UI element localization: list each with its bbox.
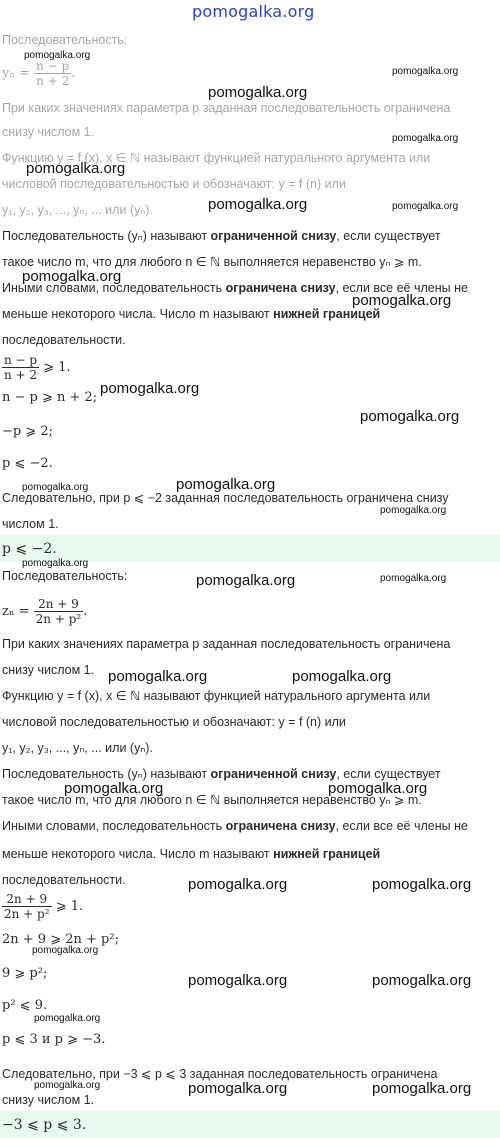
watermark: pomogalka.org <box>372 876 472 893</box>
task1-conclusion-line2: числом 1. <box>2 517 59 531</box>
task1-conclusion-line1: Следовательно, при p ⩽ −2 заданная последовательность ограничена снизу <box>2 491 449 505</box>
task2-step1 <box>2 890 83 924</box>
task1-bound-line1 <box>2 228 441 244</box>
task2-step5: p ⩽ 3 и p ⩾ −3. <box>2 1032 106 1047</box>
task2-question-line2: снизу числом 1. <box>2 663 95 677</box>
watermark: pomogalka.org <box>196 572 296 589</box>
task2-bound-3c: , если все её члены не <box>335 819 468 833</box>
task2-bound-1b: ограниченной снизу <box>210 767 337 781</box>
task1-question-line1: При каких значениях параметра p заданная последовательность ограничена <box>2 101 451 115</box>
watermark: pomogalka.org <box>34 1080 101 1091</box>
task2-bound-4a: меньше некоторого числа. Число m называют <box>2 847 274 861</box>
task2-def-line2: числовой последовательностью и обозначают: y = f (n) или <box>2 715 346 729</box>
task2-def-line1: Функцию y = f (x), x ∈ ℕ называют функцией натурального аргумента или <box>2 689 431 703</box>
task2-heading: Последовательность: <box>2 569 128 583</box>
watermark: pomogalka.org <box>22 558 89 569</box>
task1-step1-den: n + 2 <box>4 368 38 382</box>
task2-bound-line2: такое число m, что для любого n ∈ ℕ выполняется неравенство yₙ ⩾ m. <box>2 793 422 807</box>
watermark: pomogalka.org <box>188 972 288 989</box>
watermark: pomogalka.org <box>64 780 164 797</box>
watermark: pomogalka.org <box>392 133 459 144</box>
task1-bound-1a: Последовательность (yₙ) называют <box>2 229 211 243</box>
watermark: pomogalka.org <box>34 1013 101 1024</box>
task2-formula-num: 2n + 9 <box>34 597 84 612</box>
task2-conclusion-line2: снизу числом 1. <box>2 1093 95 1107</box>
task1-formula-lhs: yₙ = <box>2 66 30 81</box>
watermark: pomogalka.org <box>32 945 99 956</box>
watermark: pomogalka.org <box>100 380 200 397</box>
watermark: pomogalka.org <box>176 476 276 493</box>
task2-step1-num: 2n + 9 <box>2 892 52 907</box>
task2-step1-tail: ⩾ 1. <box>55 899 84 914</box>
task2-step2: 2n + 9 ⩾ 2n + p²; <box>2 932 119 947</box>
watermark: pomogalka.org <box>372 1080 472 1097</box>
task1-step4: p ⩽ −2. <box>2 456 53 471</box>
watermark: pomogalka.org <box>24 50 91 61</box>
task2-bound-3b: ограничена снизу <box>225 819 336 833</box>
task1-def-line1: Функцию y = f (x), x ∈ ℕ называют функцией натурального аргумента или <box>2 151 431 165</box>
task2-question-line1: При каких значениях параметра p заданная последовательность ограничена <box>2 637 451 651</box>
task2-formula-den: 2n + p² <box>35 612 82 626</box>
task1-bound-3a: Иными словами, последовательность <box>2 281 226 295</box>
task1-step2: n − p ⩾ n + 2; <box>2 390 98 405</box>
watermark: pomogalka.org <box>392 66 459 77</box>
task1-step1-tail: ⩾ 1. <box>43 360 71 375</box>
watermark: pomogalka.org <box>360 408 460 425</box>
task2-bound-1a: Последовательность (yₙ) называют <box>2 767 211 781</box>
site-header-link[interactable]: pomogalka.org <box>192 2 315 21</box>
task1-heading: Последовательность: <box>2 33 128 47</box>
task1-bound-1c: , если существует <box>336 229 441 243</box>
task1-formula-num: n − p <box>36 59 70 73</box>
task1-bound-4b: нижней границей <box>273 307 381 321</box>
task1-def-line2: числовой последовательностью и обозначают: y = f (n) или <box>2 177 346 191</box>
task1-question-line2: снизу числом 1. <box>2 125 95 139</box>
watermark: pomogalka.org <box>26 160 126 177</box>
task1-formula-fraction <box>34 59 71 88</box>
task2-formula-lhs: zₙ = <box>2 604 30 619</box>
task2-def-line3: y₁, y₂, y₃, ..., yₙ, ... или (yₙ). <box>2 741 153 755</box>
task2-bound-4b: нижней границей <box>273 847 381 861</box>
watermark: pomogalka.org <box>292 668 392 685</box>
task2-formula-tail: . <box>83 604 88 619</box>
task1-formula-tail: . <box>71 66 76 81</box>
watermark: pomogalka.org <box>208 196 308 213</box>
watermark: pomogalka.org <box>188 876 288 893</box>
task1-bound-line5: последовательности. <box>2 333 126 347</box>
task2-bound-1c: , если существует <box>336 767 441 781</box>
task2-formula <box>2 594 87 630</box>
watermark: pomogalka.org <box>380 573 447 584</box>
watermark: pomogalka.org <box>188 1080 288 1097</box>
task2-step3: 9 ⩾ p²; <box>2 966 48 981</box>
task2-conclusion-line1: Следовательно, при −3 ⩽ p ⩽ 3 заданная последовательность ограничена <box>2 1067 438 1081</box>
task2-step4: p² ⩽ 9. <box>2 998 48 1013</box>
task1-step1-num: n − p <box>4 353 38 367</box>
task2-formula-fraction <box>34 597 84 626</box>
task1-bound-4a: меньше некоторого числа. Число m называют <box>2 307 274 321</box>
task1-answer: p ⩽ −2. <box>2 541 57 557</box>
watermark: pomogalka.org <box>22 482 89 493</box>
watermark: pomogalka.org <box>380 505 447 516</box>
task1-bound-line4 <box>2 306 380 322</box>
watermark: pomogalka.org <box>392 201 459 212</box>
task2-bound-line3 <box>2 818 468 834</box>
task2-bound-line4 <box>2 846 380 862</box>
task1-bound-1b: ограниченной снизу <box>210 229 337 243</box>
task2-answer: −3 ⩽ p ⩽ 3. <box>2 1117 87 1133</box>
task2-bound-line5: последовательности. <box>2 873 126 887</box>
task1-step1-fraction <box>2 353 39 382</box>
watermark: pomogalka.org <box>352 292 452 309</box>
task1-step1 <box>2 352 71 384</box>
task1-formula-den: n + 2 <box>36 74 70 88</box>
task1-bound-line2: такое число m, что для любого n ∈ ℕ выполняется неравенство yₙ ⩾ m. <box>2 255 422 269</box>
task1-bound-3c: , если все её члены не <box>335 281 468 295</box>
task1-formula <box>2 58 75 90</box>
task2-bound-3a: Иными словами, последовательность <box>2 819 226 833</box>
task2-step1-fraction <box>2 892 52 921</box>
watermark: pomogalka.org <box>328 780 428 797</box>
task1-step3: −p ⩾ 2; <box>2 424 54 439</box>
watermark: pomogalka.org <box>108 668 208 685</box>
task1-def-line3: y₁, y₂, y₃, ..., yₙ, ... или (yₙ). <box>2 203 153 217</box>
task2-step1-den: 2n + p² <box>4 907 50 921</box>
task1-bound-3b: ограничена снизу <box>225 281 336 295</box>
watermark: pomogalka.org <box>22 268 122 285</box>
watermark: pomogalka.org <box>208 84 308 101</box>
watermark: pomogalka.org <box>372 972 472 989</box>
